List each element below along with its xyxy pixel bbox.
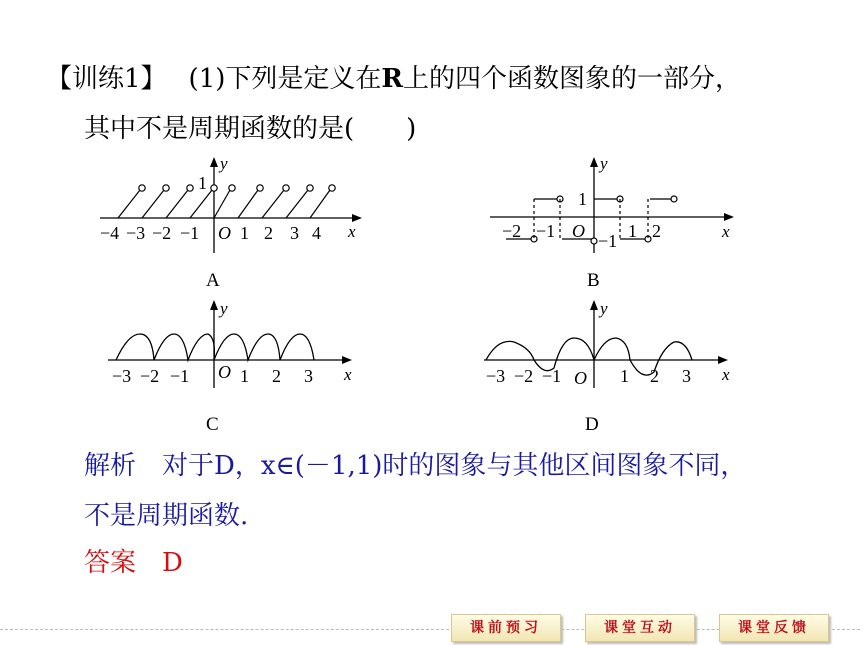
- graph-d-y-label: y: [600, 299, 608, 318]
- graph-a: [100, 155, 370, 255]
- nav-feedback-button[interactable]: 课堂反馈: [719, 614, 829, 642]
- graph-a-tick: −3: [126, 223, 146, 243]
- graph-c: [108, 298, 368, 390]
- answer-value: D: [162, 548, 183, 578]
- graph-c-tick: −3: [112, 366, 132, 386]
- graph-a-tick: 4: [312, 223, 321, 243]
- solution-text-1: 对于D，x∈(－1,1)时的图象与其他区间图象不同，: [162, 451, 747, 481]
- graph-c-caption: C: [206, 414, 219, 435]
- answer-head: 答案: [84, 548, 137, 578]
- graph-a-y-label: y: [220, 154, 228, 173]
- graph-b-tick: −1: [536, 221, 556, 241]
- graph-d-tick: 2: [650, 366, 659, 386]
- graph-b: [490, 155, 750, 255]
- graph-b-tick: 2: [652, 221, 661, 241]
- graph-c-tick: 3: [304, 366, 313, 386]
- graph-b-y-label: y: [600, 154, 608, 173]
- graph-c-tick: −1: [170, 366, 190, 386]
- question-line-1: [46, 58, 741, 95]
- graph-c-tick: −2: [140, 366, 160, 386]
- graph-c-y-label: y: [220, 299, 228, 318]
- graph-d-tick: −3: [486, 366, 506, 386]
- graph-b-neg-one: −1: [598, 231, 618, 251]
- solution-head: 解析: [84, 451, 137, 481]
- nav-interaction-button[interactable]: 课堂互动: [585, 614, 695, 642]
- graph-d-tick: 1: [620, 366, 629, 386]
- nav-preview-button[interactable]: 课前预习: [451, 614, 561, 642]
- graph-a-one: 1: [198, 173, 207, 193]
- graph-a-origin: O: [218, 223, 231, 243]
- question-text-bold: R: [381, 64, 403, 94]
- graph-b-x-label: x: [722, 222, 730, 241]
- graph-a-tick: 2: [264, 223, 273, 243]
- graph-d-tick: 3: [682, 366, 691, 386]
- exercise-tag: 【训练1】: [46, 64, 167, 94]
- graph-b-tick: 1: [628, 221, 637, 241]
- graph-d: [484, 298, 744, 390]
- solution-line-1: [84, 445, 746, 482]
- graph-a-tick: −4: [100, 223, 120, 243]
- graph-a-x-label: x: [348, 222, 356, 241]
- graph-b-one: 1: [578, 189, 587, 209]
- graph-b-tick: −2: [502, 221, 522, 241]
- graph-a-caption: A: [206, 270, 220, 291]
- graph-d-x-label: x: [722, 365, 730, 384]
- graph-a-tick: −1: [180, 223, 200, 243]
- graph-c-tick: 2: [272, 366, 281, 386]
- solution-line-2: 不是周期函数.: [84, 501, 249, 531]
- graph-c-x-label: x: [344, 365, 352, 384]
- graph-a-tick: −2: [152, 223, 172, 243]
- graph-a-tick: 3: [290, 223, 299, 243]
- question-text-post: 上的四个函数图象的一部分，: [403, 64, 742, 94]
- graph-b-caption: B: [587, 270, 600, 291]
- graph-d-tick: −1: [542, 366, 562, 386]
- graph-a-tick: 1: [240, 223, 249, 243]
- graph-c-tick: 1: [240, 366, 249, 386]
- graph-d-caption: D: [585, 414, 599, 435]
- graph-d-tick: −2: [514, 366, 534, 386]
- question-line-2: 其中不是周期函数的是( ): [84, 114, 417, 144]
- graph-d-origin: O: [574, 368, 587, 388]
- graph-b-origin: O: [572, 221, 585, 241]
- graph-c-origin: O: [218, 362, 231, 382]
- question-text-pre: (1)下列是定义在: [188, 64, 382, 94]
- answer-line: [84, 542, 183, 579]
